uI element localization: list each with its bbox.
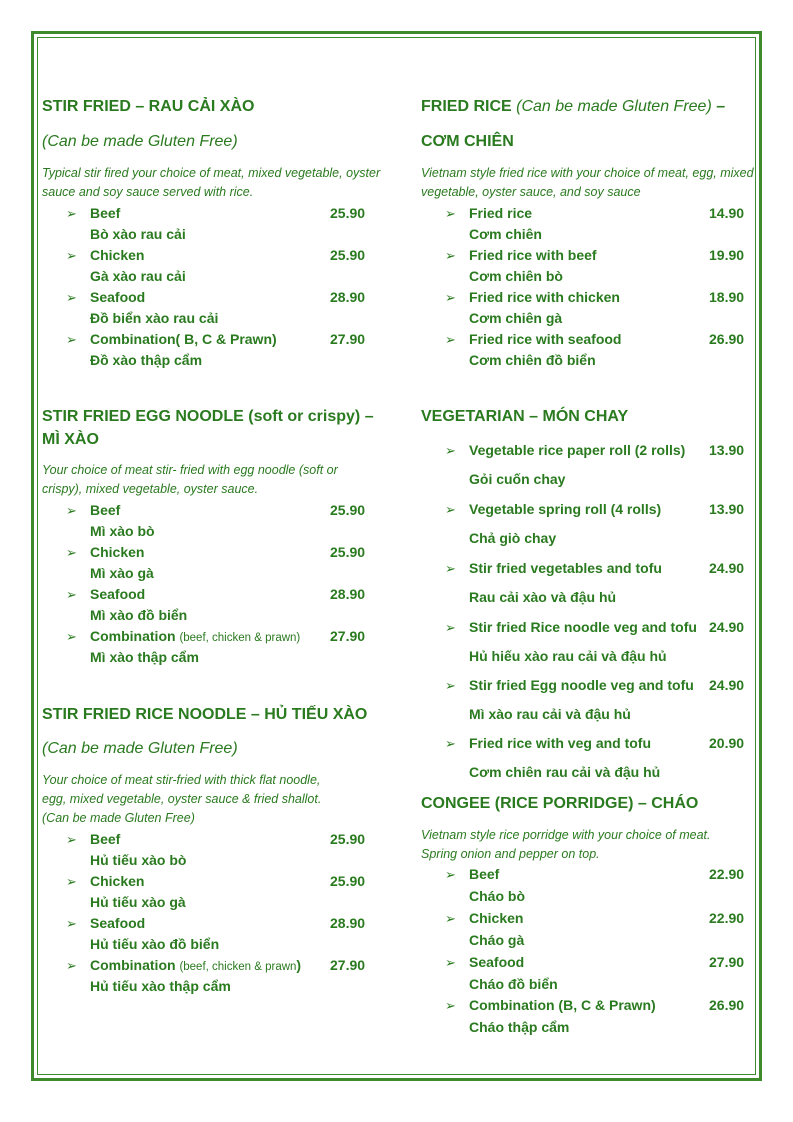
item-viet-name: Đồ xào thập cẩm [90,352,203,368]
bullet-arrow-icon: ➢ [66,916,77,931]
item-name: Stir fried Egg noodle veg and tofu [469,677,694,693]
bullet-arrow-icon: ➢ [445,206,456,221]
bullet-arrow-icon: ➢ [66,832,77,847]
item-name-note: (beef, chicken & prawn [179,961,297,973]
bullet-arrow-icon: ➢ [66,290,77,305]
section-desc-egg-noodle: Your choice of meat stir- fried with egg noodle (soft or crispy), mixed vegetable, oyster sauce. [42,463,338,496]
section-desc-line1-congee: Vietnam style rice porridge with your choice of meat. [421,828,711,842]
item-name: Fried rice with chicken [469,289,620,305]
item-price: 26.90 [709,331,745,347]
bullet-arrow-icon: ➢ [66,958,77,973]
bullet-arrow-icon: ➢ [66,587,77,602]
item-price: 22.90 [709,866,745,882]
item-viet-name: Mì xào thập cẩm [90,649,199,665]
bullet-arrow-icon: ➢ [66,629,77,644]
bullet-arrow-icon: ➢ [445,911,456,926]
item-name: Stir fried Rice noodle veg and tofu [469,619,697,635]
item-name: Fried rice with seafood [469,331,622,347]
section-desc-line1-rice-noodle: Your choice of meat stir-fried with thick flat noodle, [42,773,321,787]
bullet-arrow-icon: ➢ [445,867,456,882]
bullet-arrow-icon: ➢ [445,561,456,576]
item-viet-name: Cháo thập cẩm [469,1019,570,1035]
section-title-vegetarian: VEGETARIAN – MÓN CHAY [421,408,629,425]
item-price: 24.90 [709,560,745,576]
bullet-arrow-icon: ➢ [66,206,77,221]
item-price: 13.90 [709,442,745,458]
item-viet-name: Mì xào rau cải và đậu hủ [469,706,631,722]
item-viet-name: Hủ tiếu xào gà [90,894,186,910]
bullet-arrow-icon: ➢ [445,248,456,263]
item-viet-name: Cơm chiên bò [469,268,563,284]
bullet-arrow-icon: ➢ [445,332,456,347]
item-price: 28.90 [330,586,366,602]
item-viet-name: Cháo đồ biển [469,976,558,992]
item-name: Seafood [90,289,146,305]
bullet-arrow-icon: ➢ [445,443,456,458]
item-viet-name: Mì xào bò [90,523,155,539]
item-price: 25.90 [330,831,366,847]
item-price: 25.90 [330,544,366,560]
item-viet-name: Đồ biển xào rau cải [90,310,219,326]
bullet-arrow-icon: ➢ [445,290,456,305]
item-viet-name: Hủ tiếu xào thập cẩm [90,978,231,994]
item-price: 25.90 [330,247,366,263]
item-viet-name: Cơm chiên đồ biển [469,352,596,368]
item-name [90,957,301,973]
item-viet-name: Hủ tiếu xào đồ biển [90,936,220,952]
item-name: Vegetable rice paper roll (2 rolls) [469,442,686,458]
section-title-rice-noodle: STIR FRIED RICE NOODLE – HỦ TIẾU XÀO [42,706,368,723]
item-name: Beef [469,866,500,882]
section-title-egg-noodle: STIR FRIED EGG NOODLE (soft or crispy) – [42,408,374,425]
item-viet-name: Cơm chiên gà [469,310,563,326]
item-price: 20.90 [709,735,745,751]
item-name: Seafood [90,915,146,931]
item-name-text: Combination [90,628,176,644]
item-viet-name: Cháo bò [469,888,525,904]
bullet-arrow-icon: ➢ [445,620,456,635]
item-price: 27.90 [709,954,745,970]
bullet-arrow-icon: ➢ [66,332,77,347]
section-title-fried-rice-viet: CƠM CHIÊN [421,133,514,150]
item-viet-name: Cháo gà [469,932,525,948]
item-name: Stir fried vegetables and tofu [469,560,662,576]
item-price: 22.90 [709,910,745,926]
section-subtitle-rice-noodle: (Can be made Gluten Free) [42,740,238,757]
section-desc-stir-fried: Typical stir fired your choice of meat, mixed vegetable, oyster sauce and soy sauce served with rice. [42,166,381,199]
item-name: Seafood [469,954,525,970]
section-title-fried-rice [421,98,725,116]
item-price: 28.90 [330,289,366,305]
item-name: Chicken [469,910,524,926]
item-name-note: (beef, chicken & prawn) [179,632,301,644]
title-italic: (Can be made Gluten Free) [516,98,712,115]
item-name: Chicken [90,873,145,889]
item-name: Chicken [90,247,145,263]
item-price: 25.90 [330,205,366,221]
bullet-arrow-icon: ➢ [66,545,77,560]
item-name: Fried rice with beef [469,247,597,263]
item-viet-name: Hủ tiếu xào bò [90,852,187,868]
item-viet-name: Bò xào rau cải [90,226,186,242]
title-dash: – [716,98,726,115]
item-name: Combination (B, C & Prawn) [469,997,656,1013]
item-name: Fried rice [469,205,533,221]
section-title-congee: CONGEE (RICE PORRIDGE) – CHÁO [421,795,699,812]
section-desc-line2-congee: Spring onion and pepper on top. [421,847,600,861]
item-viet-name: Chả giò chay [469,530,557,546]
item-name: Seafood [90,586,146,602]
item-price: 19.90 [709,247,745,263]
bullet-arrow-icon: ➢ [445,955,456,970]
item-viet-name: Rau cải xào và đậu hủ [469,589,617,605]
item-name: Vegetable spring roll (4 rolls) [469,501,662,517]
item-price: 14.90 [709,205,745,221]
item-viet-name: Hủ hiếu xào rau cải và đậu hủ [469,648,667,664]
item-name [90,628,300,644]
item-name: Fried rice with veg and tofu [469,735,652,751]
bullet-arrow-icon: ➢ [445,736,456,751]
bullet-arrow-icon: ➢ [445,502,456,517]
section-desc-line2-rice-noodle: egg, mixed vegetable, oyster sauce & fried shallot. [42,792,322,806]
item-name: Beef [90,205,121,221]
item-price: 24.90 [709,677,745,693]
item-price: 25.90 [330,502,366,518]
bullet-arrow-icon: ➢ [66,248,77,263]
section-title-stir-fried: STIR FRIED – RAU CẢI XÀO [42,98,255,115]
item-name: Beef [90,831,121,847]
item-name: Chicken [90,544,145,560]
item-name: Combination( B, C & Prawn) [90,331,277,347]
bullet-arrow-icon: ➢ [445,678,456,693]
item-price: 27.90 [330,957,366,973]
item-price: 25.90 [330,873,366,889]
section-subtitle-stir-fried: (Can be made Gluten Free) [42,133,238,150]
item-name: Beef [90,502,121,518]
bullet-arrow-icon: ➢ [445,998,456,1013]
bullet-arrow-icon: ➢ [66,503,77,518]
title-bold: FRIED RICE [421,98,512,115]
item-viet-name: Cơm chiên [469,226,542,242]
item-name-text: Combination [90,957,176,973]
section-desc-line3-rice-noodle: (Can be made Gluten Free) [42,811,195,825]
item-price: 18.90 [709,289,745,305]
item-price: 27.90 [330,628,366,644]
item-name-close: ) [296,957,302,973]
item-price: 28.90 [330,915,366,931]
item-price: 27.90 [330,331,366,347]
bullet-arrow-icon: ➢ [66,874,77,889]
item-viet-name: Mì xào gà [90,565,154,581]
item-price: 26.90 [709,997,745,1013]
item-viet-name: Cơm chiên rau cải và đậu hủ [469,764,661,780]
item-viet-name: Gỏi cuốn chay [469,471,566,487]
item-price: 24.90 [709,619,745,635]
item-viet-name: Gà xào rau cải [90,268,186,284]
section-title-egg-noodle-viet: MÌ XÀO [42,431,99,448]
item-viet-name: Mì xào đồ biển [90,607,188,623]
section-desc-fried-rice: Vietnam style fried rice with your choice of meat, egg, mixed vegetable, oyster sauce, and soy sauce [421,166,754,199]
item-price: 13.90 [709,501,745,517]
